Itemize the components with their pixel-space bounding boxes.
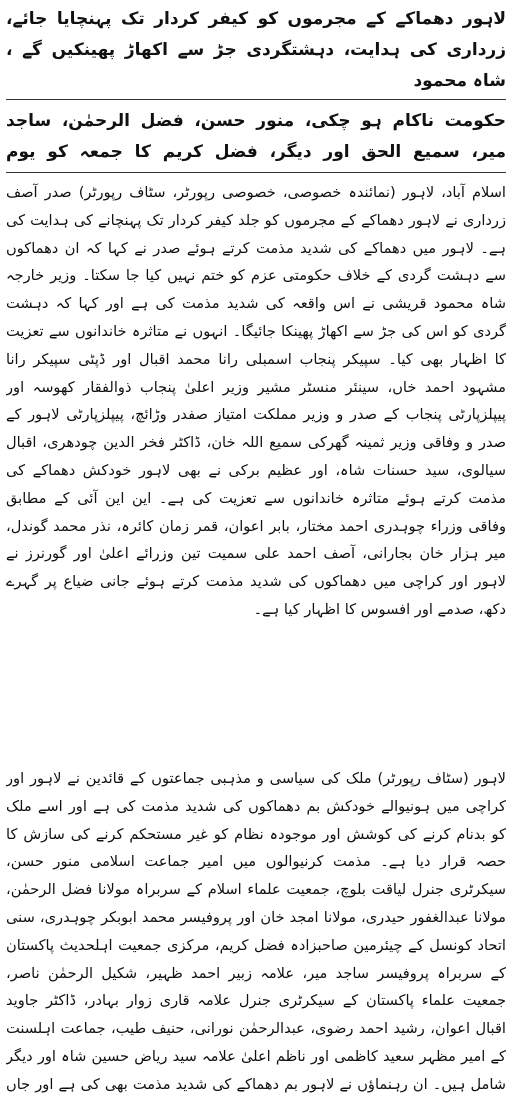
- main-headline: لاہور دھماکے کے مجرموں کو کیفر کردار تک پہنچایا جائے، زرداری کی ہدایت، دہشتگردی جڑ سے اکھاڑ پھینکیں گے ، شاہ محمود: [6, 9, 506, 91]
- sub-headline: حکومت ناکام ہو چکی، منور حسن، فضل الرحمٰن، ساجد میر، سمیع الحق اور دیگر، فضل کریم کا جمعہ کو یوم: [6, 111, 506, 162]
- article-paragraph-2: لاہور (سٹاف رپورٹر) ملک کی سیاسی و مذہبی جماعتوں کے قائدین نے لاہور اور کراچی میں ہونیوالے خودکش بم دھماکوں کی شدید مذمت کی ہے اور اسے ملک کو بدنام کرنے کی کوشش اور موجودہ نظام کو غیر مستحکم کرنے کی سازش کا حصہ قرار دیا ہے۔ مذمت کرنیوالوں میں امیر جماعت اسلامی منور حسن، سیکرٹری جنرل لیاقت بلوچ، جمعیت علماء اسلام کے سربراہ مولانا فضل الرحمٰن، مولانا عبدالغفور حیدری، مولانا امجد خان اور پروفیسر محمد ابوبکر چوہدری، سنی اتحاد کونسل کے چیئرمین صاحبزادہ فضل کریم، مرکزی جمعیت اہلحدیث پاکستان کے سربراہ پروفیسر ساجد میر، علامہ زبیر احمد ظہیر، شکیل الرحمٰن ناصر، جمعیت علماء پاکستان کے سیکرٹری جنرل علامہ قاری زوار بہادر، ڈاکٹر جاوید اقبال اعوان، رشید احمد رضوی، عبدالرحمٰن نورانی، حنیف طیب، جماعت اہلسنت کے امیر مظہر سعید کاظمی اور ناظم اعلیٰ علامہ سید ریاض حسین شاہ اور دیگر شامل ہیں۔ ان رہنماؤں نے لاہور بم دھماکے کی شدید مذمت بھی کی ہے اور جاں: [6, 770, 506, 1093]
- article-paragraph-1: اسلام آباد، لاہور (نمائندہ خصوصی، خصوصی رپورٹر، سٹاف رپورٹر) صدر آصف زرداری نے لاہور دھماکے کے مجرموں کو جلد کیفر کردار تک پہنچانے کی ہدایت کی ہے۔ لاہور میں دھماکے کی شدید مذمت کرتے ہوئے صدر نے کہا کہ ان دھماکوں سے دہشت گردی کے خلاف حکومتی عزم کو ختم نہیں کیا جا سکتا۔ وزیر خارجہ شاہ محمود قریشی نے اس واقعہ کی شدید مذمت کی ہے اور کہا کہ دہشت گردی کو اس کی جڑ سے اکھاڑ پھینکا جائیگا۔ انہوں نے متاثرہ خاندانوں سے تعزیت کا اظہار بھی کیا۔ سپیکر پنجاب اسمبلی رانا محمد اقبال اور ڈپٹی سپیکر رانا مشہود احمد خاں، سینئر منسٹر مشیر وزیر اعلیٰ پنجاب ذوالفقار کھوسہ اور پیپلزپارٹی پنجاب کے صدر و وزیر مملکت امتیاز صفدر وڑائچ، پیپلزپارٹی لاہور کے صدر و وفاقی وزیر ثمینہ گھرکی سمیع اللہ خان، ڈاکٹر فخر الدین چودھری، اقبال سیالوی، سید حسنات شاہ، اور عظیم برکی نے بھی لاہور خودکش دھماکے کی مذمت کرتے ہوئے متاثرہ خاندانوں سے تعزیت کی ہے۔ این این آئی کے مطابق وفاقی وزراء چوہدری احمد مختار، بابر اعوان، قمر زمان کائرہ، نذر محمد گوندل، میر ہزار خان بجارانی، آصف احمد علی سمیت تین وزرائے اعلیٰ اور گورنرز نے لاہور اور کراچی میں دھماکوں کی شدید مذمت کرتے ہوئے جانی ضیاع پر گہرے دکھ، صدمے اور افسوس کا اظہار کیا ہے۔: [6, 184, 506, 618]
- headline-divider: [6, 99, 506, 100]
- sub-headline-divider: [6, 172, 506, 173]
